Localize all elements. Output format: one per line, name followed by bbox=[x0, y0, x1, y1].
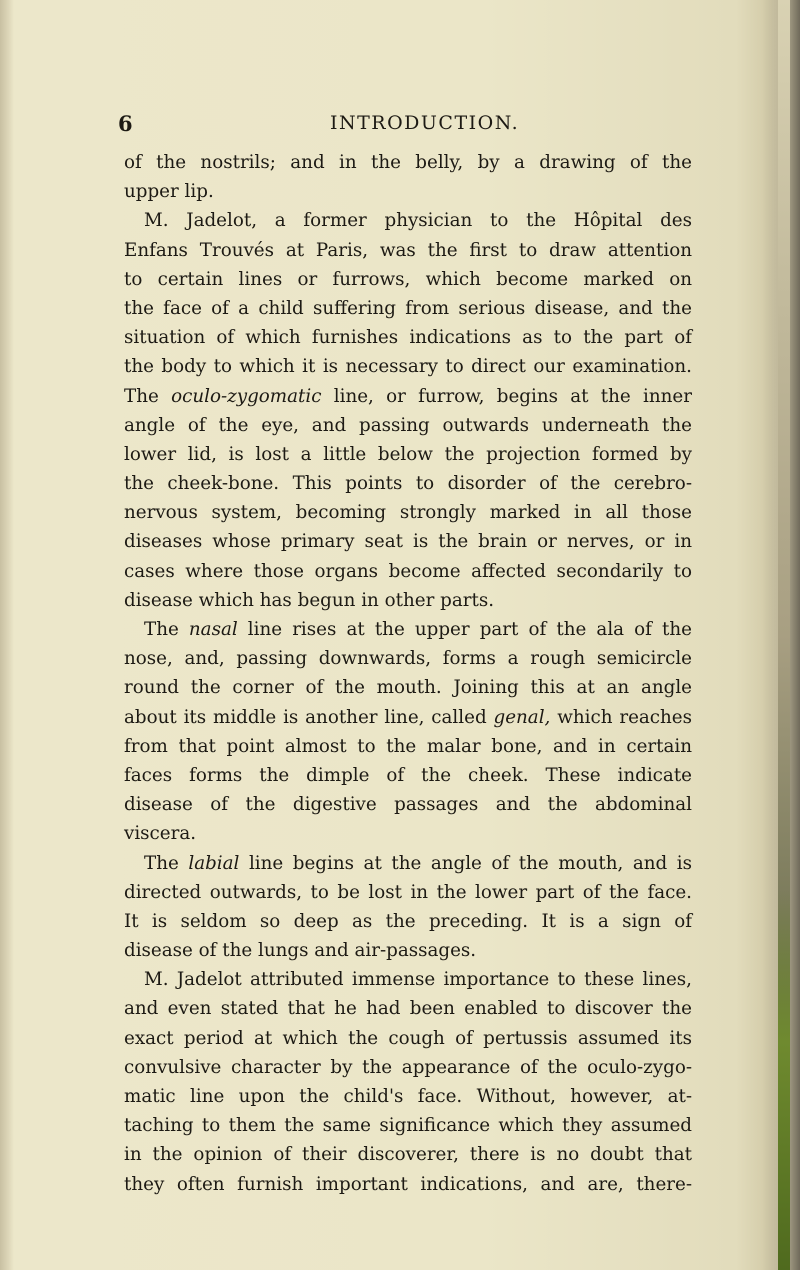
text-line: the body to which it is necessary to direct our examination. bbox=[124, 356, 692, 378]
book-binding-edge bbox=[778, 0, 790, 1270]
text-line: directed outwards, to be lost in the lower part of the face. bbox=[124, 881, 692, 903]
text-line: situation of which furnishes indications as to the part of bbox=[124, 327, 692, 349]
text-line: disease which has begun in other parts. bbox=[124, 589, 495, 611]
text-line: cases where those organs become affected secondarily to bbox=[124, 560, 692, 582]
text-line: the face of a child suffering from serious disease, and the bbox=[124, 297, 692, 319]
text-line: about its middle is another line, called genal, which reaches bbox=[124, 706, 692, 728]
text-line: It is seldom so deep as the preceding. It is a sign of bbox=[124, 910, 692, 932]
text-line: disease of the digestive passages and the abdominal bbox=[124, 794, 692, 816]
text-line: they often furnish important indications, and are, there- bbox=[124, 1173, 692, 1195]
text-line: M. Jadelot, a former physician to the Hôpital des bbox=[144, 210, 692, 232]
text-line: convulsive character by the appearance of the oculo-zygo- bbox=[124, 1056, 692, 1078]
text-line: in the opinion of their discoverer, there is no doubt that bbox=[124, 1144, 692, 1166]
text-line: exact period at which the cough of pertussis assumed its bbox=[124, 1027, 692, 1049]
text-line: Enfans Trouvés at Paris, was the first to draw attention bbox=[124, 239, 692, 261]
text-line: from that point almost to the malar bone, and in certain bbox=[124, 735, 692, 757]
text-line: The labial line begins at the angle of the mouth, and is bbox=[144, 852, 692, 874]
text-line: upper lip. bbox=[124, 181, 214, 203]
text-line: The nasal line rises at the upper part of the ala of the bbox=[144, 619, 692, 640]
text-line: nervous system, becoming strongly marked in all those bbox=[124, 502, 692, 524]
text-line: taching to them the same significance which they assumed bbox=[124, 1115, 692, 1137]
text-line: disease of the lungs and air-passages. bbox=[124, 940, 477, 962]
text-line: lower lid, is lost a little below the projection formed by bbox=[124, 443, 692, 465]
text-line: nose, and, passing downwards, forms a rough semicircle bbox=[124, 648, 692, 670]
page-left-edge bbox=[0, 0, 14, 1270]
running-head: INTRODUCTION. bbox=[330, 112, 520, 134]
text-line: of the nostrils; and in the belly, by a drawing of the bbox=[124, 152, 692, 173]
page-number: 6 bbox=[118, 111, 133, 136]
text-line: viscera. bbox=[124, 823, 197, 845]
text-line: the cheek-bone. This points to disorder of the cerebro- bbox=[124, 473, 692, 495]
text-line: The oculo-zygomatic line, or furrow, begins at the inner bbox=[124, 385, 692, 407]
text-line: M. Jadelot attributed immense importance to these lines, bbox=[144, 969, 692, 991]
text-line: angle of the eye, and passing outwards underneath the bbox=[124, 414, 692, 436]
text-line: faces forms the dimple of the cheek. These indicate bbox=[124, 764, 692, 786]
text-line: to certain lines or furrows, which become marked on bbox=[124, 268, 692, 290]
text-line: matic line upon the child's face. Without, however, at- bbox=[124, 1086, 692, 1107]
text-line: and even stated that he had been enabled to discover the bbox=[124, 998, 692, 1020]
text-line: diseases whose primary seat is the brain or nerves, or in bbox=[124, 531, 692, 553]
text-line: round the corner of the mouth. Joining this at an angle bbox=[124, 677, 692, 699]
page-header bbox=[0, 111, 800, 141]
body-text bbox=[124, 148, 692, 1199]
